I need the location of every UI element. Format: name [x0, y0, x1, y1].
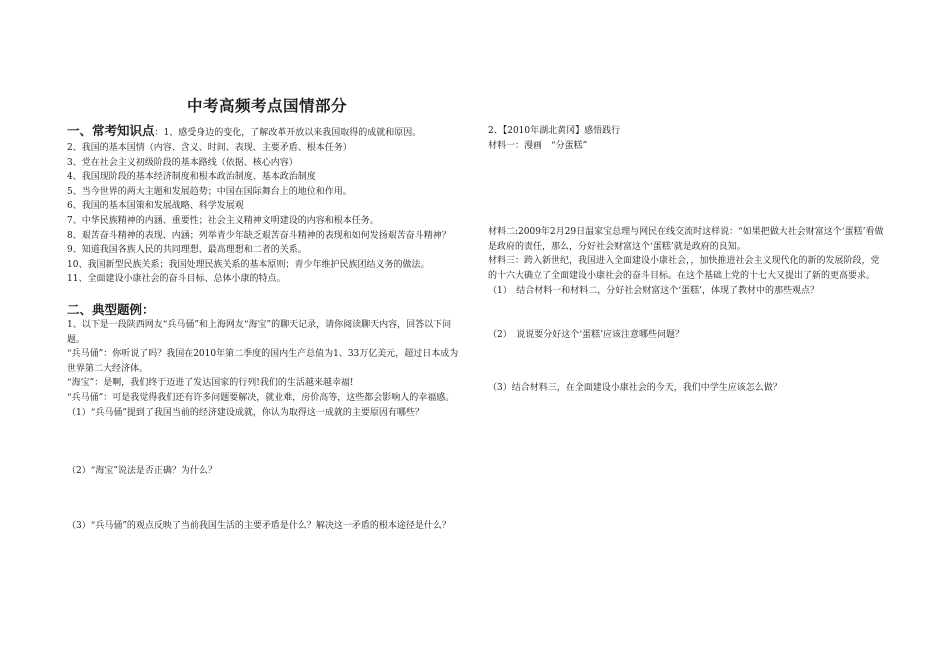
left-column — [67, 96, 467, 533]
knowledge-item: 3、党在社会主义初级阶段的基本路线（依据、核心内容） — [67, 157, 298, 168]
question1-part2: （2）“海宝”说法是否正确？为什么？ — [67, 466, 217, 477]
page-title: 中考高频考点国情部分 — [186, 97, 347, 115]
section1-intro: ：1、感受身边的变化，了解改革开放以来我国取得的成就和原因。 — [154, 128, 422, 138]
knowledge-item: 10、我国新型民族关系；我国处理民族关系的基本原则；青少年维护民族团结义务的做法。 — [67, 259, 430, 270]
question1-intro: 1、以下是一段陕西网友“兵马俑”和上海网友“海宝”的聊天记录，请你阅读聊天内容，回答以下问题。 — [67, 319, 452, 345]
answer-space — [67, 479, 467, 519]
cartoon-space — [488, 153, 888, 225]
chat-line: “兵马俑”：可是我觉得我们还有许多问题要解决，就业难，房价高等，这些都会影响人的幸福感。 — [67, 392, 455, 403]
answer-space — [488, 298, 888, 328]
knowledge-item: 8、艰苦奋斗精神的表现、内涵；列举青少年缺乏艰苦奋斗精神的表现和如何发扬艰苦奋斗精神？ — [67, 230, 451, 241]
section2-heading: 二、典型题例： — [67, 301, 155, 317]
example-questions — [67, 318, 467, 533]
knowledge-item: 4、我国现阶段的基本经济制度和根本政治制度、基本政治制度 — [67, 172, 316, 183]
material-one: 材料一：漫画 “分蛋糕” — [488, 140, 588, 151]
question2-part2: （2） 说说要分好这个‘蛋糕’应该注意哪些问题？ — [488, 330, 684, 341]
material-two: 材料二:2009年2月29日温家宝总理与网民在线交流时这样说：“如果把做大社会财富这个‘蛋糕’看做是政府的责任，那么，分好社会财富这个‘蛋糕’就是政府的良知。 — [488, 227, 884, 252]
answer-space — [488, 343, 888, 381]
knowledge-item: 2、我国的基本国情（内容、含义、时间、表现、主要矛盾、根本任务） — [67, 143, 352, 153]
knowledge-item: 7、中华民族精神的内涵、重要性；社会主义精神文明建设的内容和根本任务。 — [67, 215, 379, 226]
question1-part3: （3）“兵马俑”的观点反映了当前我国生活的主要矛盾是什么？解决这一矛盾的根本途径是什么？ — [67, 520, 451, 531]
knowledge-item: 6、我国的基本国策和发展战略、科学发展观 — [67, 201, 244, 212]
material-three: 材料三：跨入新世纪，我国进入全面建设小康社会，，加快推进社会主义现代化的新的发展阶段，党的十六大确立了全面建设小康社会的奋斗目标。在这个基础上党的十七大又提出了新的更高要求。 — [488, 256, 880, 281]
knowledge-item: 11、全面建设小康社会的奋斗目标、总体小康的特点。 — [67, 274, 286, 285]
question1-part1: （1）“兵马俑”提到了我国当前的经济建设成就，你认为取得这一成就的主要原因有哪些？ — [67, 407, 424, 418]
right-column — [488, 124, 888, 395]
question2-part1: （1） 结合材料一和材料二，分好社会财富这个‘蛋糕’，体现了教材中的那些观点？ — [488, 285, 819, 296]
section1-heading: 一、常考知识点 — [67, 123, 155, 138]
knowledge-item: 9、知道我国各族人民的共同理想、最高理想和二者的关系。 — [67, 245, 307, 256]
knowledge-list — [67, 141, 467, 287]
question2-part3: （3）结合材料三，在全面建设小康社会的今天，我们中学生应该怎么做？ — [488, 382, 782, 393]
chat-line: “海宝”：是啊，我们终于迈进了发达国家的行列!我们的生活越来越幸福! — [67, 378, 354, 389]
answer-space — [67, 420, 467, 464]
knowledge-item: 5、当今世界的两大主题和发展趋势；中国在国际舞台上的地位和作用。 — [67, 186, 352, 197]
section1-heading-line — [67, 123, 467, 141]
chat-line: “兵马俑”：你听说了吗？我国在2010年第二季度的国内生产总值为1、33万亿美元，超过日本成为世界第二大经济体。 — [67, 349, 459, 374]
question2-title: 2、【2010年湖北黄冈】感悟践行 — [488, 126, 621, 136]
